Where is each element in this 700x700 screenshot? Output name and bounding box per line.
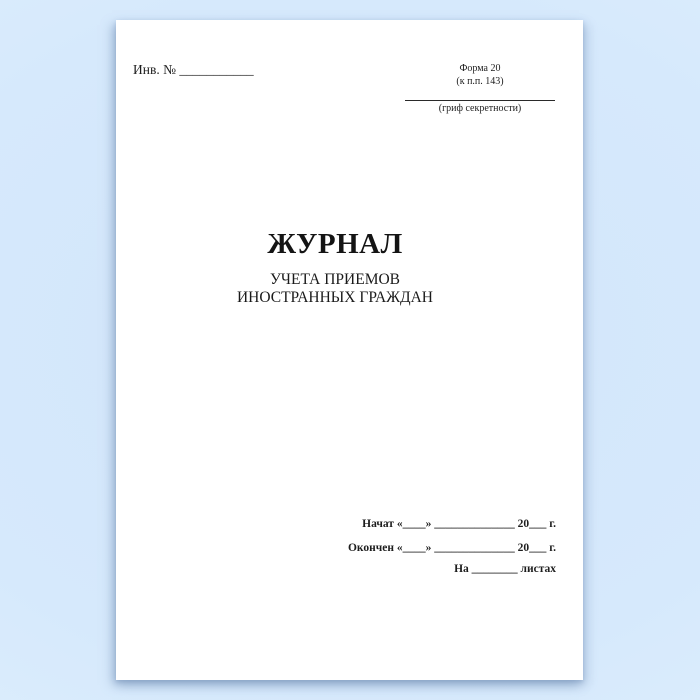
subtitle-line-2: ИНОСТРАННЫХ ГРАЖДАН	[236, 289, 434, 306]
form-clause: (к п.п. 143)	[456, 76, 504, 87]
title-block	[116, 228, 554, 307]
journal-cover-page	[116, 20, 583, 680]
journal-title: ЖУРНАЛ	[267, 228, 403, 260]
started-date-line: Начат «____» ______________ 20___ г.	[362, 518, 556, 530]
journal-subtitle	[116, 271, 554, 307]
finished-date-line: Окончен «____» ______________ 20___ г.	[347, 542, 556, 554]
secrecy-blank-rule	[405, 88, 555, 101]
dates-block	[348, 517, 556, 576]
inventory-number-line: Инв. № ___________	[133, 62, 254, 77]
sheets-count-line: На ________ листах	[454, 563, 556, 575]
form-number: Форма 20	[459, 63, 501, 74]
secrecy-caption: (гриф секретности)	[438, 103, 522, 114]
form-reference-block	[390, 62, 570, 115]
subtitle-line-1: УЧЕТА ПРИЕМОВ	[269, 271, 401, 288]
